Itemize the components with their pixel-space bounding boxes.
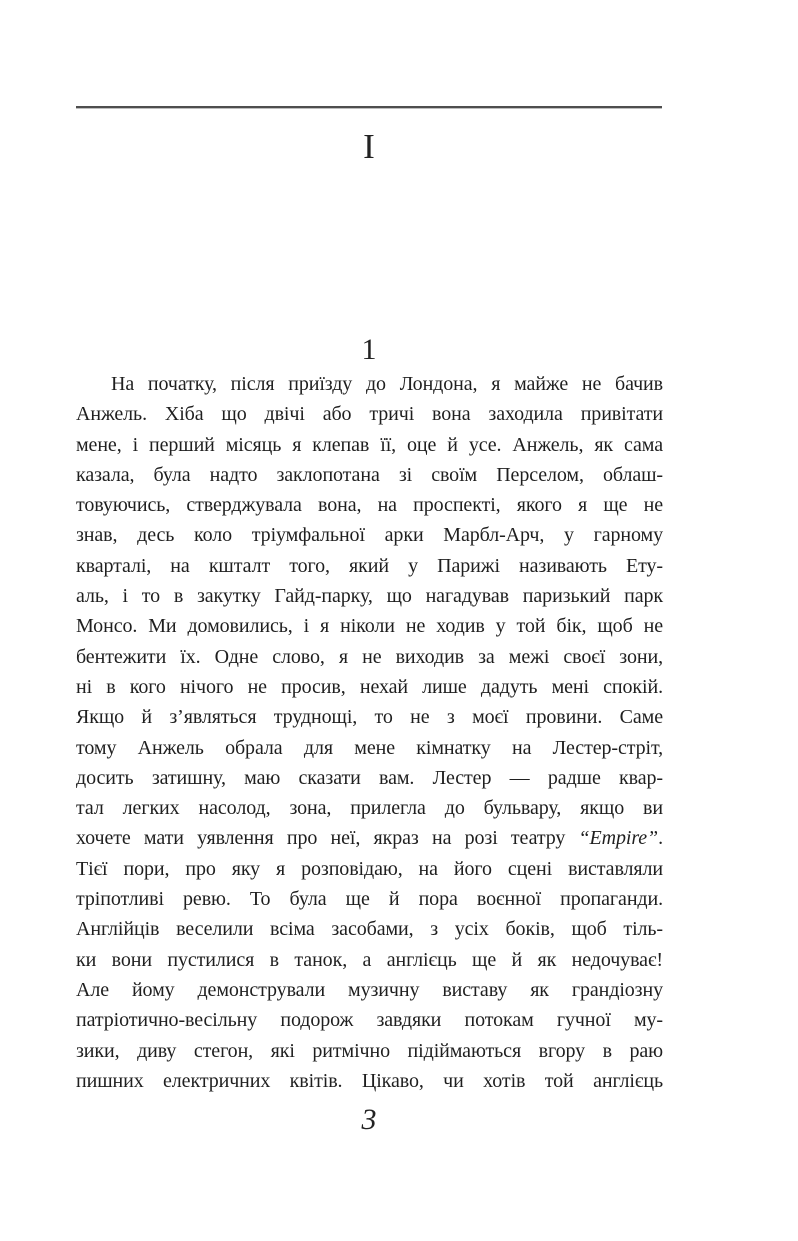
body-text: [76, 369, 663, 1096]
body-line: тріпотливі ревю. То була ще й пора воєнної пропаганди.: [76, 888, 663, 911]
body-line: досить затишну, маю сказати вам. Лестер — радше квар-: [76, 766, 663, 789]
body-line: патріотично-весільну подорож завдяки потокам гучної му-: [76, 1009, 663, 1032]
body-line: Тієї пори, про яку я розповідаю, на його сцені виставляли: [76, 857, 663, 880]
page-number: 3: [361, 1103, 377, 1136]
chapter-numeral: I: [363, 127, 375, 166]
body-line: бентежити їх. Одне слово, я не виходив за межі своєї зони,: [76, 645, 663, 668]
body-line: Англійців веселили всіма засобами, з усіх боків, щоб тіль-: [76, 918, 663, 941]
body-line: На початку, після приїзду до Лондона, я майже не бачив: [111, 373, 663, 395]
section-number: 1: [361, 333, 377, 366]
body-line: товуючись, стверджувала вона, на проспекті, якого я ще не: [76, 494, 663, 517]
body-line: хочете мати уявлення про неї, якраз на розі театру “Empire”.: [76, 827, 663, 850]
body-line: аль, і то в закутку Гайд-парку, що нагадував паризький парк: [76, 585, 663, 608]
body-line: пишних електричних квітів. Цікаво, чи хотів той англієць: [76, 1069, 663, 1092]
body-line: мене, і перший місяць я клепав її, оце й усе. Анжель, як сама: [76, 433, 663, 456]
body-line: Монсо. Ми домовились, і я ніколи не ходив у той бік, щоб не: [76, 615, 663, 638]
body-line: тому Анжель обрала для мене кімнатку на Лестер-стріт,: [76, 736, 663, 759]
body-line: знав, десь коло тріумфальної арки Марбл-Арч, у гарному: [76, 524, 663, 547]
body-line: тал легких насолод, зона, прилегла до бульвару, якщо ви: [76, 797, 663, 820]
body-line: казала, була надто заклопотана зі своїм Перселом, облаш-: [76, 463, 663, 486]
body-line: ки вони пустилися в танок, а англієць ще й як недочуває!: [76, 948, 663, 971]
body-line: зики, диву стегон, які ритмічно підіймаються вгору в раю: [76, 1039, 663, 1062]
body-line: Якщо й з’являться труднощі, то не з моєї провини. Саме: [76, 706, 663, 729]
header-rule: [76, 106, 662, 109]
body-line: Але йому демонстрували музичну виставу як грандіозну: [76, 978, 663, 1001]
body-line: кварталі, на кшталт того, який у Парижі називають Ету-: [76, 554, 663, 577]
body-line: Анжель. Хіба що двічі або тричі вона заходила привітати: [76, 403, 663, 426]
body-line: ні в кого нічого не просив, нехай лише дадуть мені спокій.: [76, 675, 663, 698]
